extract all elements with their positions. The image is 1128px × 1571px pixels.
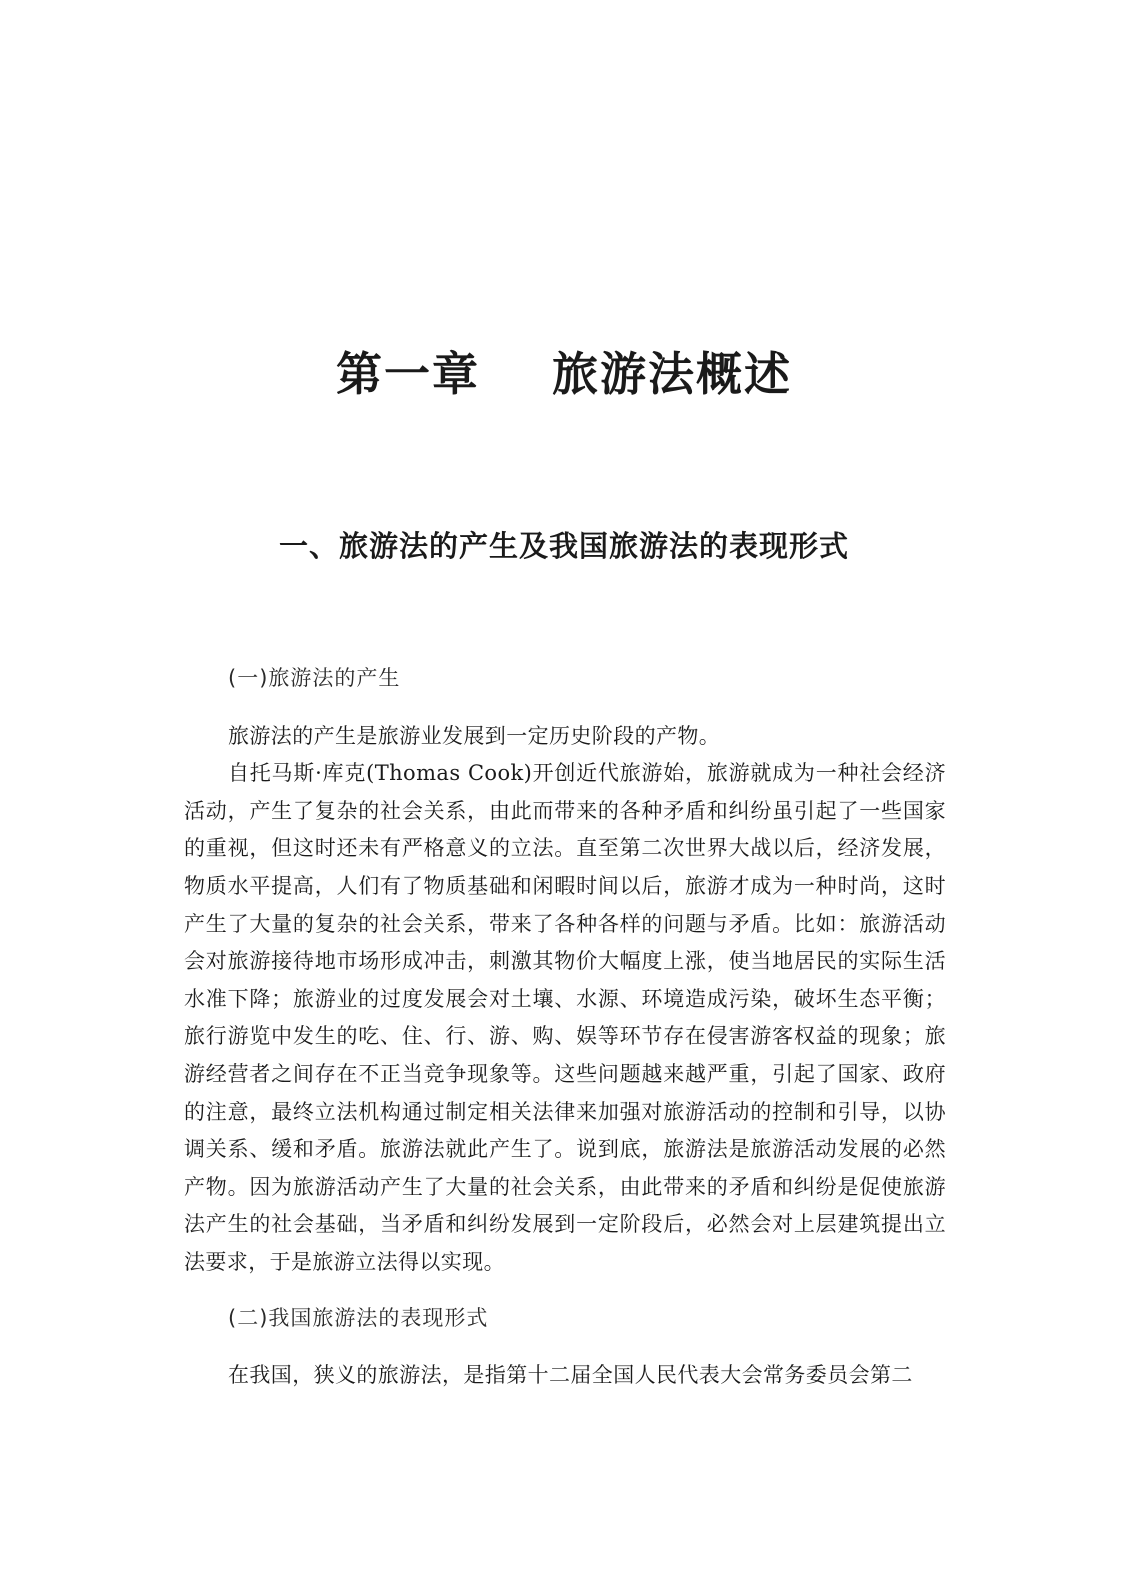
section-title: 一、旅游法的产生及我国旅游法的表现形式: [278, 529, 849, 563]
subsection-heading-forms: (二)我国旅游法的表现形式: [228, 1305, 489, 1330]
paragraph-origin-history: 自托马斯·库克(Thomas Cook)开创近代旅游始，旅游就成为一种社会经济活动，产生了复杂的社会关系，由此而带来的各种矛盾和纠纷虽引起了一些国家的重视，但这时还未有严格意义的立法。直至第二次世界大战以后，经济发展，物质水平提高，人们有了物质基础和闲暇时间以后，旅游才成为一种时尚，这时产生了大量的复杂的社会关系，带来了各种各样的问题与矛盾。比如：旅游活动会对旅游接待地市场形成冲击，刺激其物价大幅度上涨，使当地居民的实际生活水准下降；旅游业的过度发展会对土壤、水源、环境造成污染，破坏生态平衡；旅行游览中发生的吃、住、行、游、购、娱等环节存在侵害游客权益的现象；旅游经营者之间存在不正当竞争现象等。这些问题越来越严重，引起了国家、政府的注意，最终立法机构通过制定相关法律来加强对旅游活动的控制和引导，以协调关系、缓和矛盾。旅游法就此产生了。说到底，旅游法是旅游活动发展的必然产物。因为旅游活动产生了大量的社会关系，由此带来的矛盾和纠纷是促使旅游法产生的社会基础，当矛盾和纠纷发展到一定阶段后，必然会对上层建筑提出立法要求，于是旅游立法得以实现。: [184, 761, 946, 1274]
subsection-heading-origin: (一)旅游法的产生: [228, 666, 401, 690]
paragraph-origin-intro: 旅游法的产生是旅游业发展到一定历史阶段的产物。: [228, 723, 721, 748]
body-text: [184, 660, 946, 1395]
chapter-title: 第一章 旅游法概述: [335, 347, 793, 401]
paragraph-forms-intro: 在我国，狭义的旅游法，是指第十二届全国人民代表大会常务委员会第二: [228, 1363, 913, 1388]
